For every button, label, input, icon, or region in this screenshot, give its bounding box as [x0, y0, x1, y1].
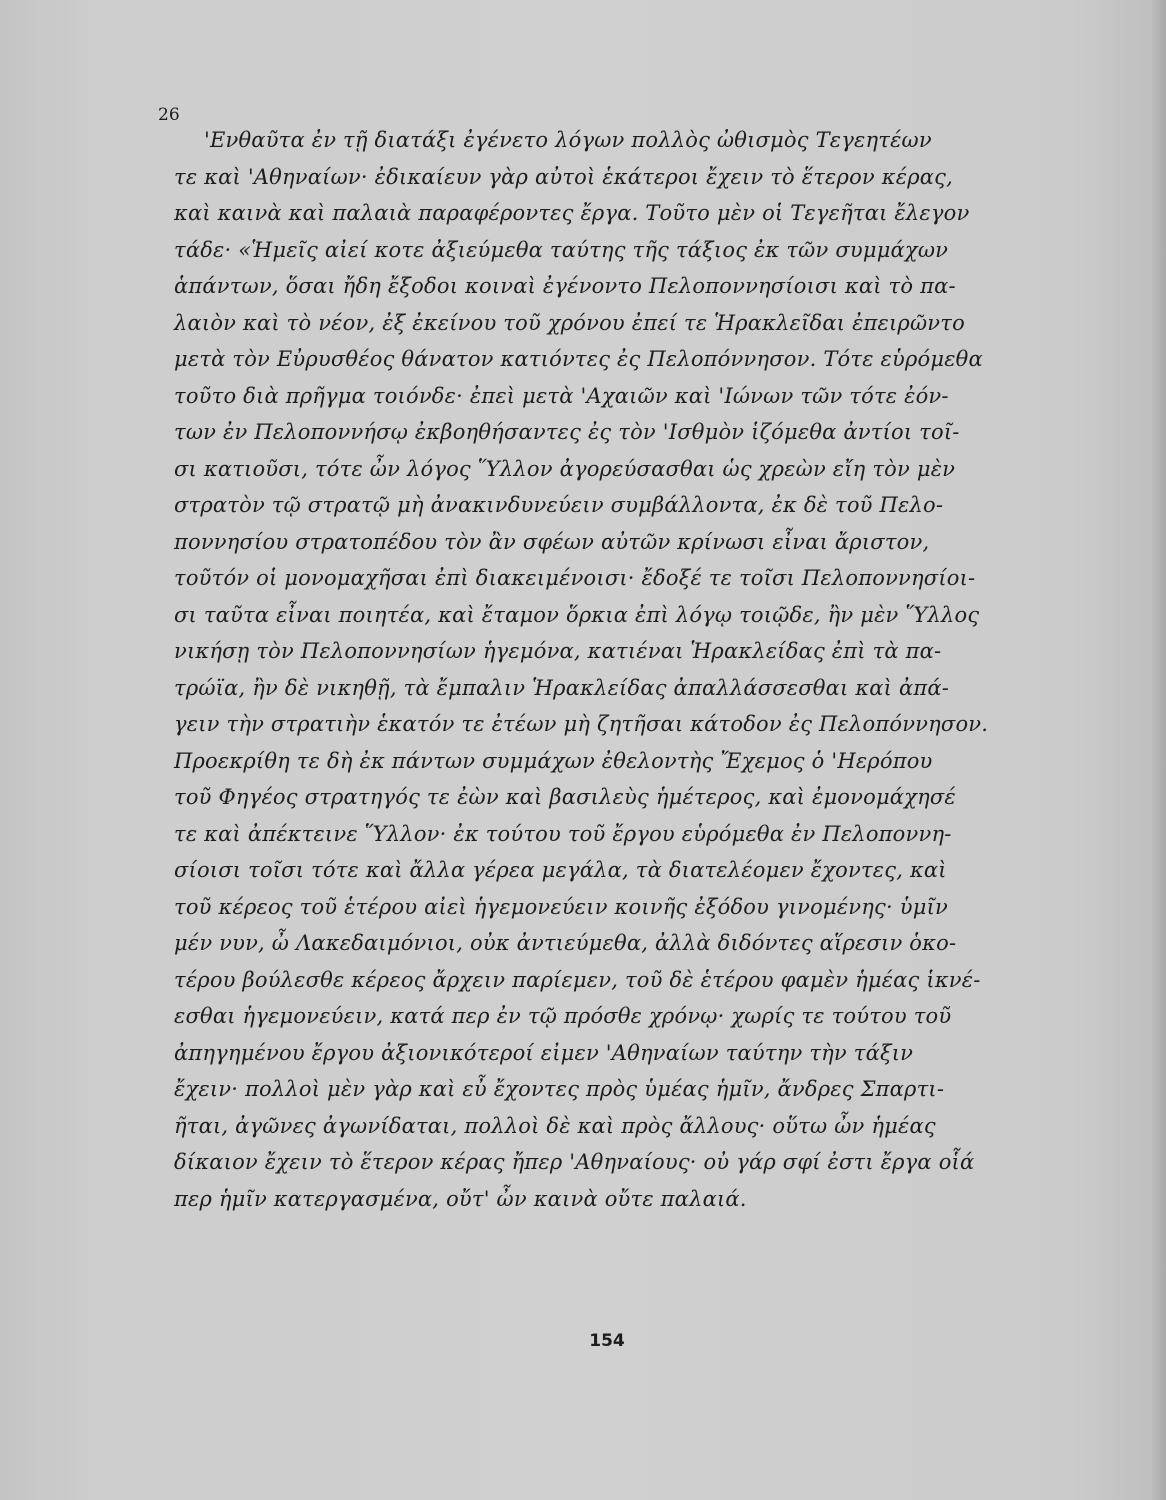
- text-line: 'Ενθαῦτα ἐν τῇ διατάξι ἐγένετο λόγων πολλὸς ὠθισμὸς Τεγεητέων: [204, 128, 932, 152]
- text-line: εσθαι ἡγεμονεύειν, κατά περ ἐν τῷ πρόσθε χρόνῳ· χωρίς τε τούτου τοῦ: [174, 1004, 952, 1028]
- text-line: λαιὸν καὶ τὸ νέον, ἐξ ἐκείνου τοῦ χρόνου ἐπεί τε Ἡρακλεῖδαι ἐπειρῶντο: [174, 310, 965, 335]
- text-line: τάδε· «Ἡμεῖς αἰεί κοτε ἀξιεύμεθα ταύτης τῆς τάξιος ἐκ τῶν συμμάχων: [174, 237, 949, 262]
- text-line: ἔχειν· πολλοὶ μὲν γὰρ καὶ εὖ ἔχοντες πρὸς ὑμέας ἡμῖν, ἄνδρες Σπαρτι-: [174, 1077, 945, 1101]
- text-line: ῆται, ἀγῶνες ἀγωνίδαται, πολλοὶ δὲ καὶ πρὸς ἄλλους· οὕτω ὦν ἡμέας: [174, 1113, 936, 1138]
- text-line: τρώϊα, ἢν δὲ νικηθῇ, τὰ ἔμπαλιν Ἡρακλείδας ἀπαλλάσσεσθαι καὶ ἀπά-: [174, 675, 950, 700]
- page-number: 154: [589, 1331, 625, 1351]
- text-line: ἁπάντων, ὅσαι ἤδη ἔξοδοι κοιναὶ ἐγένοντο Πελοποννησίοισι καὶ τὸ πα-: [174, 274, 956, 298]
- text-line: τοῦτόν οἱ μονομαχῆσαι ἐπὶ διακειμένοισι· ἔδοξέ τε τοῖσι Πελοποννησίοι-: [174, 566, 976, 590]
- text-line: μετὰ τὸν Εὐρυσθέος θάνατον κατιόντες ἐς Πελοπόννησον. Τότε εὑρόμεθα: [174, 347, 983, 371]
- text-line: τοῦ κέρεος τοῦ ἑτέρου αἰεὶ ἡγεμονεύειν κοινῆς ἐξόδου γινομένης· ὑμῖν: [174, 894, 948, 919]
- text-line: τε καὶ 'Αθηναίων· ἐδικαίευν γὰρ αὐτοὶ ἑκάτεροι ἔχειν τὸ ἕτερον κέρας,: [174, 164, 953, 189]
- text-line: τε καὶ ἀπέκτεινε Ὕλλον· ἐκ τούτου τοῦ ἔργου εὑρόμεθα ἐν Πελοποννη-: [174, 821, 952, 846]
- text-line: τέρου βούλεσθε κέρεος ἄρχειν παρίεμεν, τοῦ δὲ ἑτέρου φαμὲν ἡμέας ἱκνέ-: [174, 967, 981, 992]
- section-number: 26: [158, 105, 180, 125]
- text-line: σίοισι τοῖσι τότε καὶ ἄλλα γέρεα μεγάλα, τὰ διατελέομεν ἔχοντες, καὶ: [174, 858, 947, 882]
- text-line: δίκαιον ἔχειν τὸ ἕτερον κέρας ἤπερ 'Αθηναίους· οὐ γάρ σφί ἐστι ἔργα οἷά: [174, 1150, 975, 1174]
- text-line: σι κατιοῦσι, τότε ὦν λόγος Ὕλλον ἀγορεύσασθαι ὡς χρεὼν εἴη τὸν μὲν: [174, 456, 956, 481]
- text-line: σι ταῦτα εἶναι ποιητέα, καὶ ἔταμον ὅρκια ἐπὶ λόγῳ τοιῷδε, ἢν μὲν Ὕλλος: [174, 602, 980, 627]
- text-body: [174, 122, 1054, 1217]
- text-line: των ἐν Πελοποννήσῳ ἐκβοηθήσαντες ἐς τὸν 'Ισθμὸν ἱζόμεθα ἀντίοι τοῖ-: [174, 420, 960, 444]
- text-line: στρατὸν τῷ στρατῷ μὴ ἀνακινδυνεύειν συμβάλλοντα, ἐκ δὲ τοῦ Πελο-: [174, 493, 944, 517]
- text-line: γειν τὴν στρατιὴν ἑκατόν τε ἐτέων μὴ ζητῆσαι κάτοδον ἐς Πελοπόννησον.: [174, 712, 989, 736]
- text-line: τοῦτο διὰ πρῆγμα τοιόνδε· ἐπεὶ μετὰ 'Αχαιῶν καὶ 'Ιώνων τῶν τότε ἐόν-: [174, 383, 949, 408]
- page-edge: [1152, 0, 1166, 1500]
- text-line: νικήσῃ τὸν Πελοποννησίων ἡγεμόνα, κατιέναι Ἡρακλείδας ἐπὶ τὰ πα-: [174, 639, 942, 663]
- text-line: περ ἡμῖν κατεργασμένα, οὔτ' ὦν καινὰ οὔτε παλαιά.: [174, 1186, 747, 1211]
- text-line: ἀπηγημένου ἔργου ἀξιονικότεροί εἰμεν 'Αθηναίων ταύτην τὴν τάξιν: [174, 1040, 914, 1065]
- text-line: Προεκρίθη τε δὴ ἐκ πάντων συμμάχων ἐθελοντὴς Ἔχεμος ὁ 'Ηερόπου: [174, 748, 933, 773]
- text-line: καὶ καινὰ καὶ παλαιὰ παραφέροντες ἔργα. Τοῦτο μὲν οἱ Τεγεῆται ἔλεγον: [174, 201, 970, 225]
- text-line: ποννησίου στρατοπέδου τὸν ἂν σφέων αὐτῶν κρίνωσι εἶναι ἄριστον,: [174, 529, 930, 554]
- text-line: μέν νυν, ὦ Λακεδαιμόνιοι, οὐκ ἀντιεύμεθα, ἀλλὰ διδόντες αἵρεσιν ὁκο-: [174, 931, 957, 955]
- text-line: τοῦ Φηγέος στρατηγός τε ἐὼν καὶ βασιλεὺς ἡμέτερος, καὶ ἐμονομάχησέ: [174, 785, 956, 809]
